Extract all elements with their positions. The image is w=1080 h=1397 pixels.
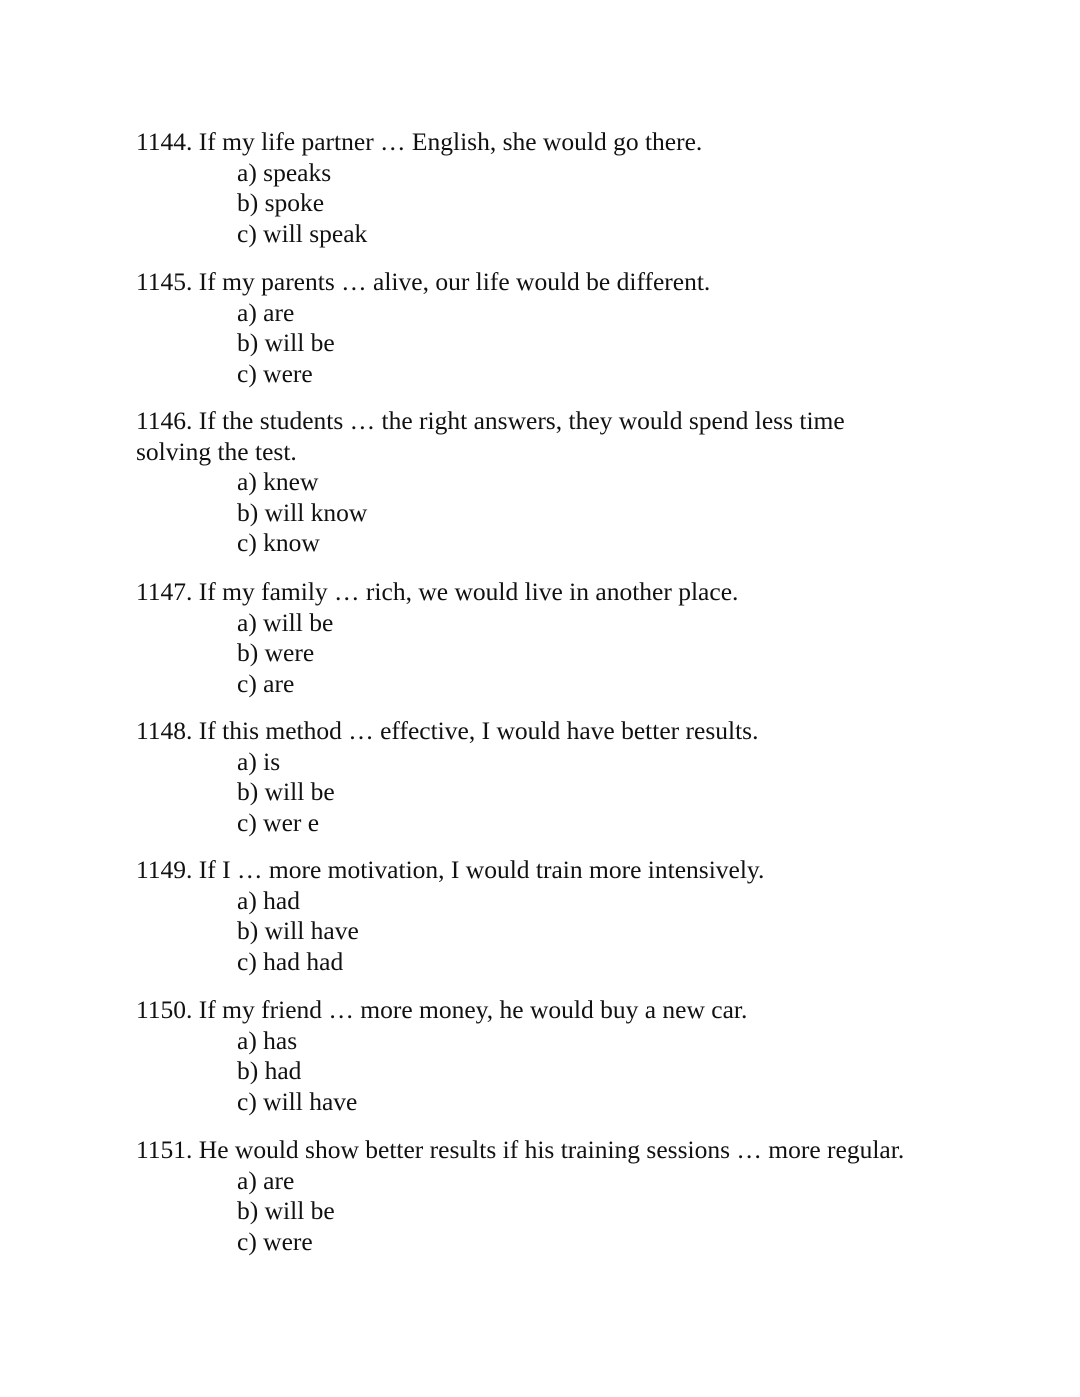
option-a: a) speaks bbox=[237, 157, 332, 187]
question-text: 1150. If my friend … more money, he would buy a new car. bbox=[136, 995, 748, 1024]
option-b: b) will know bbox=[237, 497, 368, 527]
option-b: b) were bbox=[237, 638, 315, 667]
option-b: b) spoke bbox=[237, 188, 325, 217]
question-1146 bbox=[136, 406, 896, 559]
option-a: a) has bbox=[237, 1025, 298, 1055]
option-a: a) had bbox=[237, 885, 301, 915]
option-a: a) knew bbox=[237, 467, 319, 496]
question-text: 1149. If I … more motivation, I would train more intensively. bbox=[136, 855, 765, 884]
question-text: 1147. If my family … rich, we would live in another place. bbox=[136, 577, 739, 606]
answer-options bbox=[136, 298, 966, 390]
option-c: c) will have bbox=[237, 1086, 358, 1116]
option-b: b) will have bbox=[237, 916, 359, 945]
question-1151 bbox=[136, 1135, 966, 1257]
option-c: c) wer e bbox=[237, 807, 320, 837]
question-text: 1145. If my parents … alive, our life would be different. bbox=[136, 267, 711, 296]
question-1149 bbox=[136, 855, 966, 977]
answer-options bbox=[136, 1026, 966, 1118]
option-c: c) were bbox=[237, 1226, 313, 1256]
option-a: a) is bbox=[237, 746, 281, 776]
answer-options bbox=[136, 608, 966, 700]
answer-options bbox=[136, 747, 966, 839]
question-text: 1144. If my life partner … English, she would go there. bbox=[136, 127, 703, 156]
option-b: b) will be bbox=[237, 328, 335, 357]
option-a: a) are bbox=[237, 297, 295, 327]
answer-options bbox=[136, 467, 896, 559]
question-text: 1148. If this method … effective, I would have better results. bbox=[136, 716, 759, 745]
option-b: b) will be bbox=[237, 777, 335, 806]
question-1148 bbox=[136, 716, 966, 838]
question-1147 bbox=[136, 577, 966, 699]
answer-options bbox=[136, 886, 966, 978]
answer-options bbox=[136, 1166, 966, 1258]
option-a: a) will be bbox=[237, 607, 334, 637]
option-b: b) will be bbox=[237, 1196, 335, 1225]
option-b: b) had bbox=[237, 1056, 302, 1085]
question-text: 1146. If the students … the right answers, they would spend less time solving the test. bbox=[136, 406, 845, 466]
question-1145 bbox=[136, 267, 966, 389]
option-c: c) were bbox=[237, 358, 313, 388]
option-c: c) will speak bbox=[237, 218, 368, 248]
question-1150 bbox=[136, 995, 966, 1117]
option-c: c) know bbox=[237, 528, 320, 557]
option-c: c) had had bbox=[237, 946, 344, 976]
question-1144 bbox=[136, 127, 966, 249]
answer-options bbox=[136, 158, 966, 250]
question-text: 1151. He would show better results if his training sessions … more regular. bbox=[136, 1135, 905, 1164]
option-c: c) are bbox=[237, 668, 295, 698]
option-a: a) are bbox=[237, 1165, 295, 1195]
